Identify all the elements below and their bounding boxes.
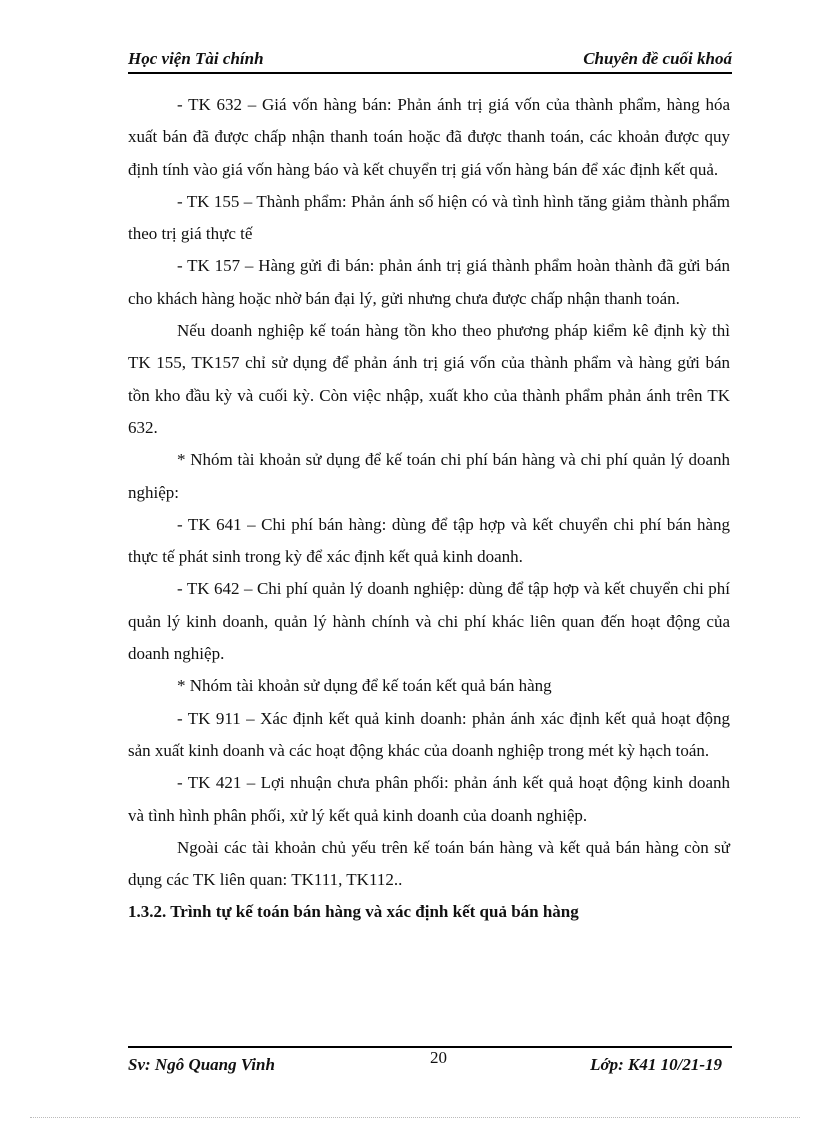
header-document-type: Chuyên đề cuối khoá <box>583 49 732 68</box>
paragraph-periodic-inventory: Nếu doanh nghiệp kế toán hàng tồn kho theo phương pháp kiểm kê định kỳ thì TK 155, TK157 chỉ sử dụng để phản ánh trị giá vốn của thành phẩm và hàng gửi bán tồn kho đầu kỳ và cuối kỳ. Còn việc nhập, xuất kho của thành phẩm phản ánh trên TK 632. <box>128 321 730 437</box>
paragraph-expense-accounts-group: * Nhóm tài khoản sử dụng để kế toán chi phí bán hàng và chi phí quản lý doanh nghiệp: <box>128 450 730 502</box>
page-number: 20 <box>430 1048 447 1067</box>
paragraph-tk632: - TK 632 – Giá vốn hàng bán: Phản ánh trị giá vốn của thành phẩm, hàng hóa xuất bán đã được chấp nhận thanh toán hoặc đã được thanh toán, các khoản được quy định tính vào giá vốn hàng báo và kết chuyển trị giá vốn hàng bán để xác định kết quả. <box>128 95 730 179</box>
paragraph-tk911: - TK 911 – Xác định kết quả kinh doanh: phản ánh xác định kết quả hoạt động sản xuất kinh doanh và các hoạt động khác của doanh nghiệp trong mét kỳ hạch toán. <box>128 708 730 760</box>
paragraph-tk157: - TK 157 – Hàng gửi đi bán: phản ánh trị giá thành phẩm hoàn thành đã gửi bán cho khách hàng hoặc nhờ bán đại lý, gửi nhưng chưa được chấp nhận thanh toán. <box>128 256 730 308</box>
paragraph-tk421: - TK 421 – Lợi nhuận chưa phân phối: phản ánh kết quả hoạt động kinh doanh và tình hình phân phối, xử lý kết quả kinh doanh của doanh nghiệp. <box>128 773 730 825</box>
paragraph-result-accounts-group: * Nhóm tài khoản sử dụng để kế toán kết quả bán hàng <box>177 676 552 696</box>
page-header <box>128 49 732 73</box>
header-institution: Học viện Tài chính <box>128 49 264 68</box>
paragraph-tk641: - TK 641 – Chi phí bán hàng: dùng để tập hợp và kết chuyển chi phí bán hàng thực tế phát sinh trong kỳ để xác định kết quả kinh doanh. <box>128 514 730 567</box>
page-bottom-edge <box>30 1117 800 1118</box>
section-heading: 1.3.2. Trình tự kế toán bán hàng và xác định kết quả bán hàng <box>128 902 579 922</box>
paragraph-tk155: - TK 155 – Thành phẩm: Phản ánh số hiện có và tình hình tăng giảm thành phẩm theo trị giá thực tế <box>128 191 730 244</box>
page-footer <box>128 1048 732 1077</box>
footer-student-name: Sv: Ngô Quang Vinh <box>128 1055 275 1074</box>
document-body <box>128 89 730 929</box>
header-divider <box>128 72 732 74</box>
paragraph-other-accounts: Ngoài các tài khoản chủ yếu trên kế toán bán hàng và kết quả bán hàng còn sử dụng các TK liên quan: TK111, TK112.. <box>128 837 730 890</box>
footer-class: Lớp: K41 10/21-19 <box>590 1055 722 1074</box>
paragraph-tk642: - TK 642 – Chi phí quản lý doanh nghiệp: dùng để tập hợp và kết chuyển chi phí quản lý kinh doanh, quản lý hành chính và chi phí khác liên quan đến hoạt động của doanh nghiệp. <box>128 579 730 664</box>
